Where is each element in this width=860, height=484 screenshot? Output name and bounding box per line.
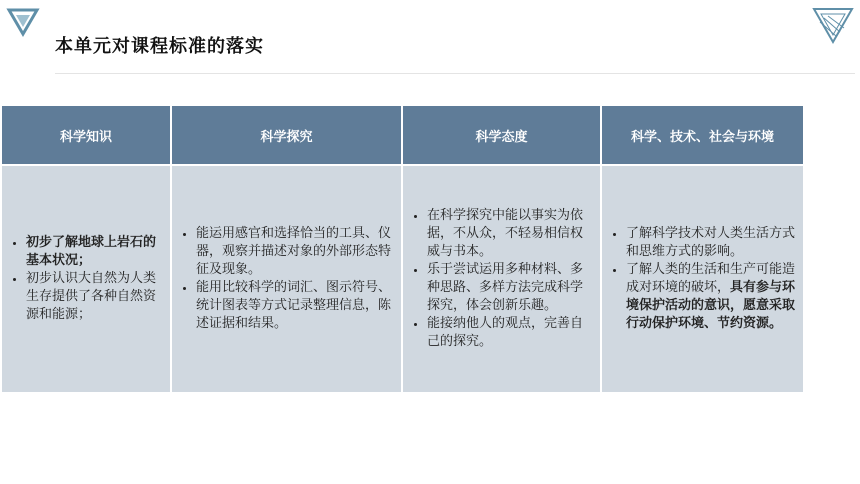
list-item <box>626 261 797 333</box>
cell-attitude <box>403 166 600 392</box>
list-item: • 能接纳他人的观点，完善自己的探究。 <box>427 315 594 351</box>
list-item: • 了解科学技术对人类生活方式和思维方式的影响。 <box>626 225 797 261</box>
header-science-knowledge: 科学知识 <box>2 106 170 166</box>
page-title: 本单元对课程标准的落实 <box>55 36 264 57</box>
list-item-emphasis: 具有参与环境保护活动的意识，愿意采取行动保护环境、节约资源。 <box>626 280 796 331</box>
cell-stse <box>602 166 803 392</box>
list-item-text: 了解人类的生活和生产可能造成对环境的破坏， <box>626 262 796 295</box>
list-item: • 能运用感官和选择恰当的工具、仪器，观察并描述对象的外部形态特征及现象。 <box>196 225 395 279</box>
list-item: • 乐于尝试运用多种材料、多种思路、多样方法完成科学探究，体会创新乐趣。 <box>427 261 594 315</box>
triangle-logo-icon <box>810 6 856 48</box>
header-science-inquiry: 科学探究 <box>172 106 401 166</box>
header-stse: 科学、技术、社会与环境 <box>602 106 803 166</box>
standards-table <box>0 106 805 392</box>
header-row <box>2 106 803 166</box>
list-item: • 能用比较科学的词汇、图示符号、统计图表等方式记录整理信息，陈述证据和结果。 <box>196 279 395 333</box>
cell-inquiry <box>172 166 401 392</box>
table-row <box>2 166 803 392</box>
list-item: • 在科学探究中能以事实为依据，不从众，不轻易相信权威与书本。 <box>427 207 594 261</box>
list-item: • 初步了解地球上岩石的基本状况； <box>26 234 164 270</box>
divider <box>55 73 855 74</box>
triangle-logo-icon <box>6 6 40 40</box>
header-science-attitude: 科学态度 <box>403 106 600 166</box>
list-item: • 初步认识大自然为人类生存提供了各种自然资源和能源； <box>26 270 164 324</box>
cell-knowledge <box>2 166 170 392</box>
